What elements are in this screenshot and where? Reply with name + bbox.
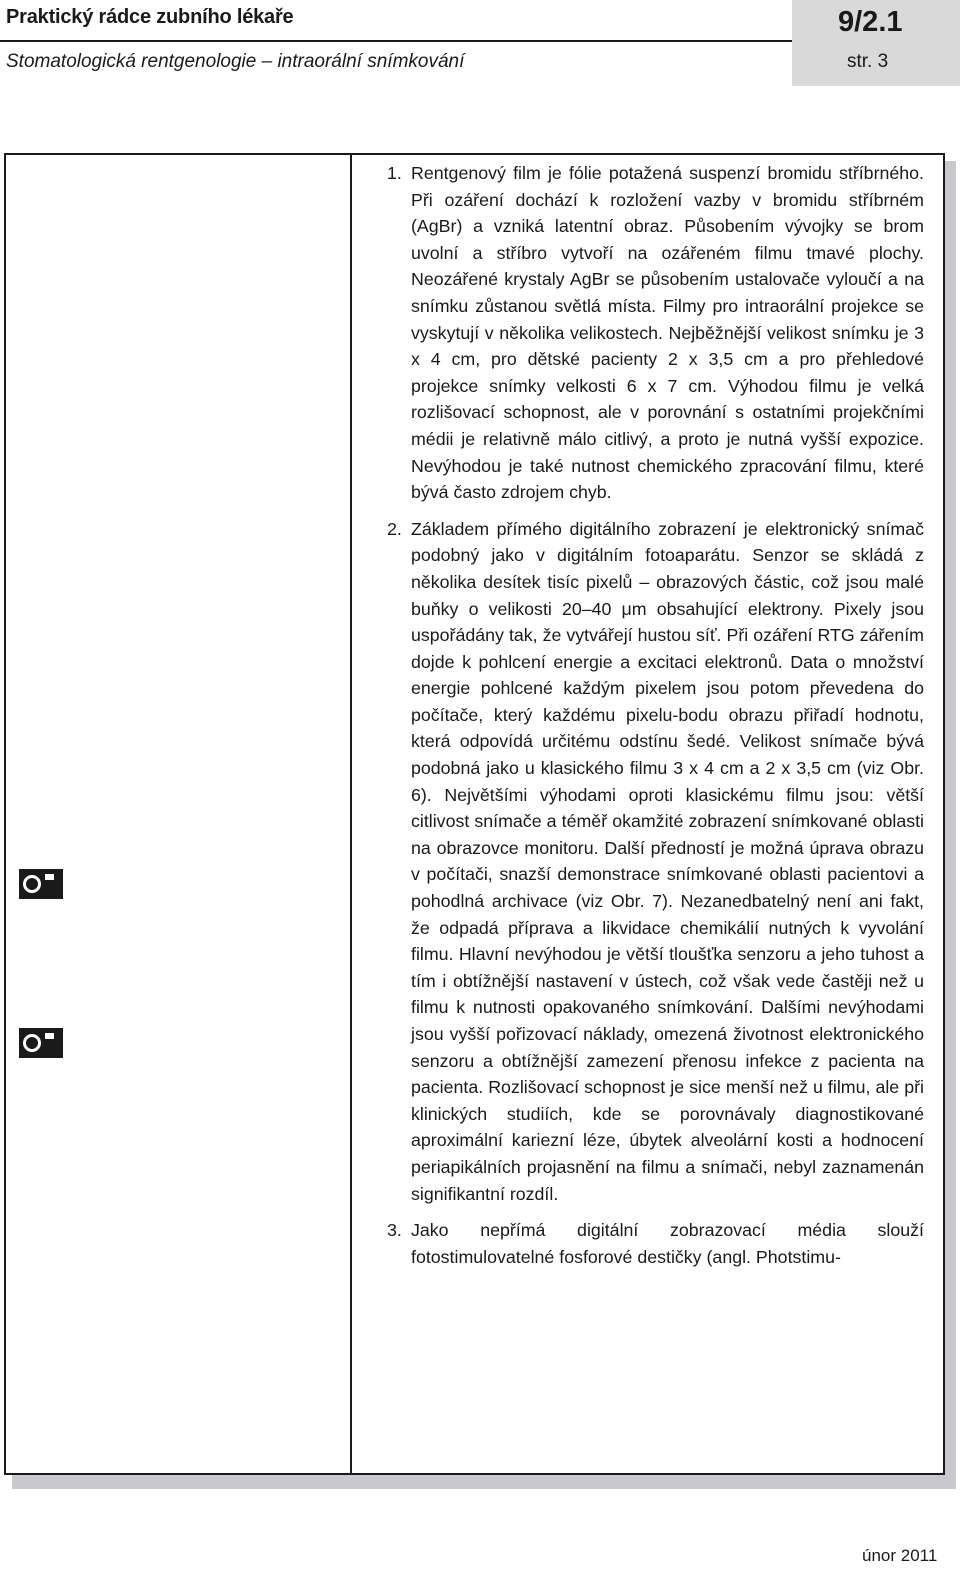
header-title: Praktický rádce zubního lékaře xyxy=(6,6,294,28)
item-text: Rentgenový film je fólie potažená suspenzí bromidu stříbrného. Při ozáření dochází k rozložení vazby v bromidu stříbrném (AgBr) a vzniká latentní obraz. Působením vývojky se brom uvolní a stříbro vytvoří na ozářeném filmu tmavé plochy. Neozářené krystaly AgBr se působením ustalovače vyloučí a na snímku zůstanou světlá místa. Filmy pro intraorální projekce se vyskytují v několika velikostech. Nejběžnější velikost snímku je 3 x 4 cm, pro dětské pacienty 2 x 3,5 cm a pro přehledové projekce snímky velkosti 6 x 7 cm. Výhodou filmu je velká rozlišovací schopnost, ale v porovnání s ostatními projekčními médii je relativně málo citlivý, a proto je nutná vyšší expozice. Nevýhodou je také nutnost chemického zpracování filmu, které bývá často zdrojem chyb. xyxy=(411,163,924,503)
camera-icon xyxy=(19,1028,63,1058)
list-item xyxy=(387,516,924,1207)
header-subtitle: Stomatologická rentgenologie – intraorální snímkování xyxy=(6,51,465,72)
page-number: str. 3 xyxy=(847,51,889,72)
column-divider xyxy=(350,153,352,1475)
list-item xyxy=(387,160,924,506)
camera-icon xyxy=(19,869,63,899)
item-text: Jako nepřímá digitální zobrazovací média slouží fotostimulovatelné fosforové destičky (angl. Photstimu- xyxy=(411,1220,924,1267)
main-text xyxy=(387,160,924,1280)
footer-date: únor 2011 xyxy=(862,1546,938,1565)
header-rule xyxy=(0,40,792,42)
item-number: 1. xyxy=(387,163,402,183)
section-number: 9/2.1 xyxy=(838,6,903,38)
item-text: Základem přímého digitálního zobrazení je elektronický snímač podobný jako v digitálním fotoaparátu. Senzor se skládá z několika desítek tisíc pixelů – obrazových částic, což jsou malé buňky o velikosti 20–40 μm obsahující elektrony. Pixely jsou uspořádány tak, že vytvářejí hustou síť. Při ozáření RTG zářením dojde k pohlcení energie a excitaci elektronů. Data o množství energie pohlcené každým pixelem jsou potom převedena do počítače, který každému pixelu-bodu obrazu přiřadí hodnotu, která odpovídá určitému odstínu šedé. Velikost snímače bývá podobná jako u klasického filmu 3 x 4 cm a 2 x 3,5 cm (viz Obr. 6). Největšími výhodami oproti klasickému filmu jsou: větší citlivost snímače a téměř okamžité zobrazení snímkované oblasti na obrazovce monitoru. Další předností je možná úprava obrazu v počítači, snazší demonstrace snímkované oblasti pacientovi a pohodlná archivace (viz Obr. 7). Nezanedbatelný není ani fakt, že odpadá příprava a likvidace chemikálií nutných k vyvolání filmu. Hlavní nevýhodou je větší tloušťka senzoru a jeho tuhost a tím i obtížnější nastavení v ústech, což však vede častěji než u filmu k nutnosti opakovaného snímkování. Dalšími nevýhodami jsou vyšší pořizovací náklady, omezená životnost elektronického senzoru a obtížnější zamezení přenosu infekce z pacienta na pacienta. Rozlišovací schopnost je sice menší než u filmu, ale při klinických studiích, kde se porovnávaly diagnostikované aproximální kariezní léze, úbytek alveolární kosti a hodnocení periapikálních projasnění na filmu a snímači, nebyl zaznamenán signifikantní rozdíl. xyxy=(411,518,924,1204)
item-number: 3. xyxy=(387,1220,402,1241)
list-item xyxy=(387,1217,924,1270)
item-number: 2. xyxy=(387,518,402,539)
